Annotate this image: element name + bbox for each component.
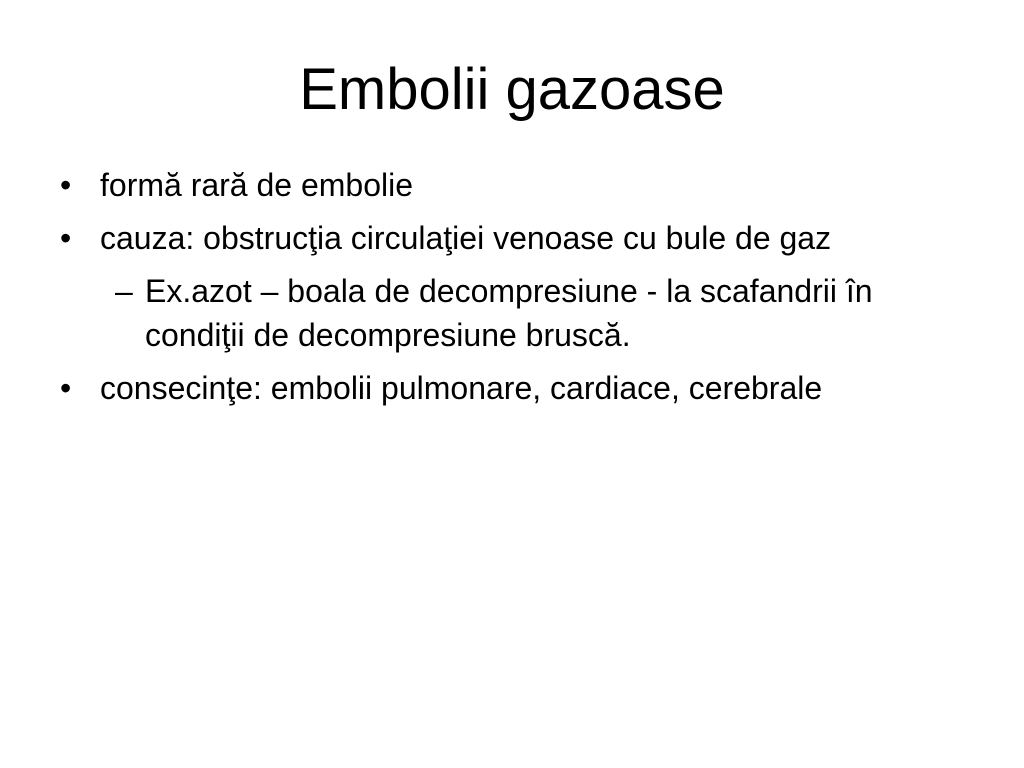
bullet-text: consecinţe: embolii pulmonare, cardiace, cerebrale <box>100 370 823 406</box>
sub-bullet-text: Ex.azot – boala de decompresiune - la scafandrii în condiţii de decompresiune bruscă. <box>145 273 873 353</box>
bullet-item-1 <box>60 163 960 207</box>
bullet-item-3 <box>60 366 960 410</box>
bullet-marker: • <box>60 370 72 406</box>
bullet-marker: • <box>60 167 72 203</box>
sub-bullet-marker: – <box>115 273 133 309</box>
bullet-text: cauza: obstrucţia circulaţiei venoase cu bule de gaz <box>100 220 832 256</box>
bullet-item-2 <box>60 216 960 260</box>
slide-content <box>60 163 960 419</box>
bullet-marker: • <box>60 220 72 256</box>
slide-title: Embolii gazoase <box>299 57 725 122</box>
bullet-text: formă rară de embolie <box>100 167 414 203</box>
sub-bullet-item-1 <box>60 269 960 357</box>
